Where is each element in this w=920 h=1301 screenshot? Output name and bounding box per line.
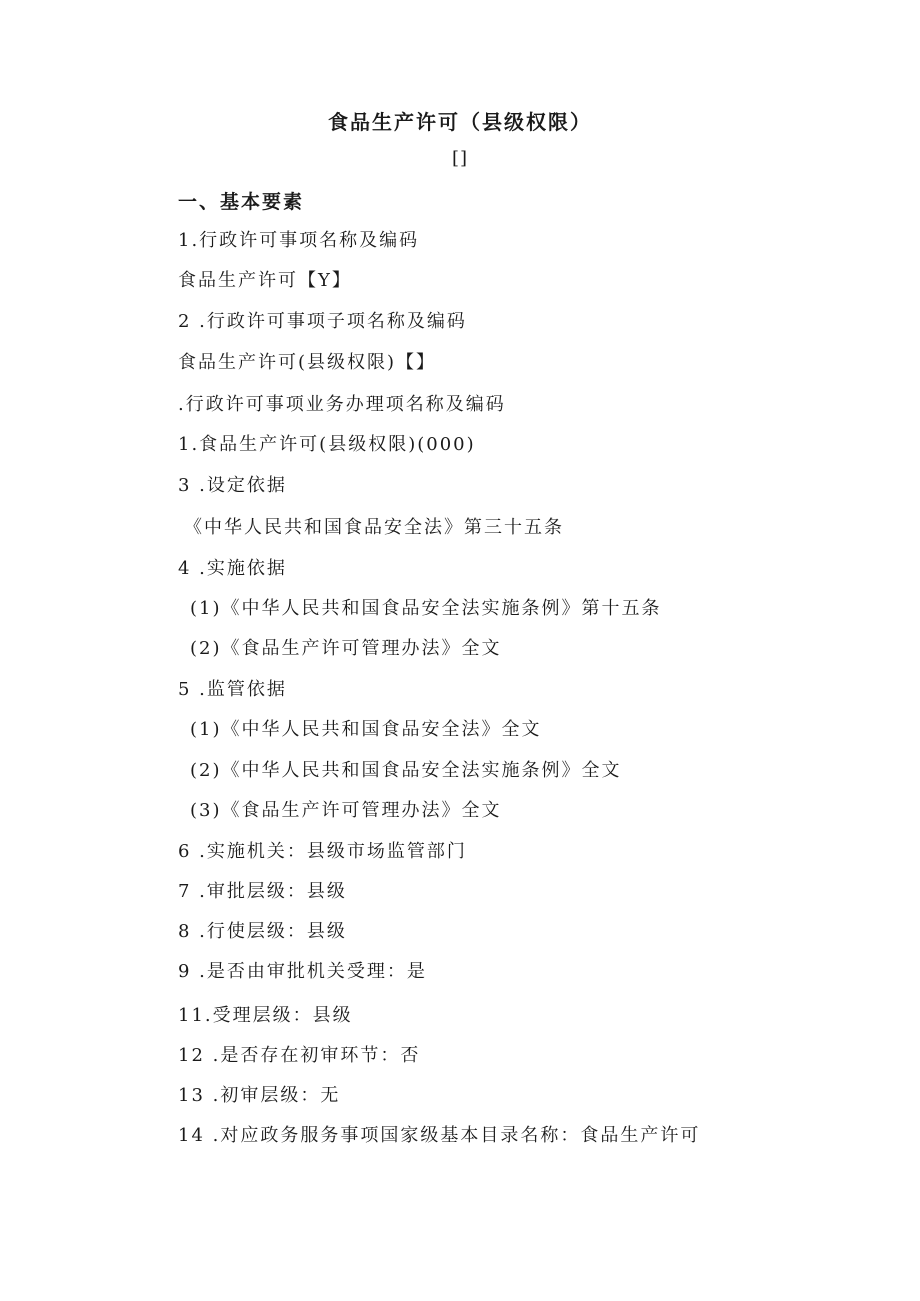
item-12: 12 .是否存在初审环节：否 [178, 1045, 421, 1066]
section-heading-basic-elements: 一、基本要素 [178, 191, 305, 213]
item-9: 9 .是否由审批机关受理：是 [178, 961, 427, 982]
item-4-heading: 4 .实施依据 [178, 558, 287, 579]
item-8: 8 .行使层级：县级 [178, 921, 347, 942]
document-subtitle: [] [451, 148, 469, 169]
item-11: 11.受理层级：县级 [178, 1005, 353, 1026]
business-item-heading: .行政许可事项业务办理项名称及编码 [178, 394, 506, 415]
business-item-value: 1.食品生产许可(县级权限)(000) [178, 434, 476, 455]
item-3-heading: 3 .设定依据 [178, 475, 287, 496]
document-title: 食品生产许可（县级权限） [328, 110, 592, 134]
item-5-basis-2: (2)《中华人民共和国食品安全法实施条例》全文 [190, 760, 622, 781]
item-6: 6 .实施机关：县级市场监管部门 [178, 841, 467, 862]
item-5-basis-3: (3)《食品生产许可管理办法》全文 [190, 800, 502, 821]
item-14: 14 .对应政务服务事项国家级基本目录名称：食品生产许可 [178, 1125, 701, 1146]
item-5-heading: 5 .监管依据 [178, 679, 287, 700]
item-4-basis-1: (1)《中华人民共和国食品安全法实施条例》第十五条 [190, 598, 662, 619]
item-2-value: 食品生产许可(县级权限)【】 [178, 352, 437, 373]
item-13: 13 .初审层级：无 [178, 1085, 341, 1106]
item-3-value: 《中华人民共和国食品安全法》第三十五条 [184, 517, 564, 538]
item-2-heading: 2 .行政许可事项子项名称及编码 [178, 311, 467, 332]
item-7: 7 .审批层级：县级 [178, 881, 347, 902]
item-5-basis-1: (1)《中华人民共和国食品安全法》全文 [190, 719, 542, 740]
item-4-basis-2: (2)《食品生产许可管理办法》全文 [190, 638, 502, 659]
item-1-value: 食品生产许可【Y】 [178, 270, 352, 291]
item-1-heading: 1.行政许可事项名称及编码 [178, 230, 420, 251]
